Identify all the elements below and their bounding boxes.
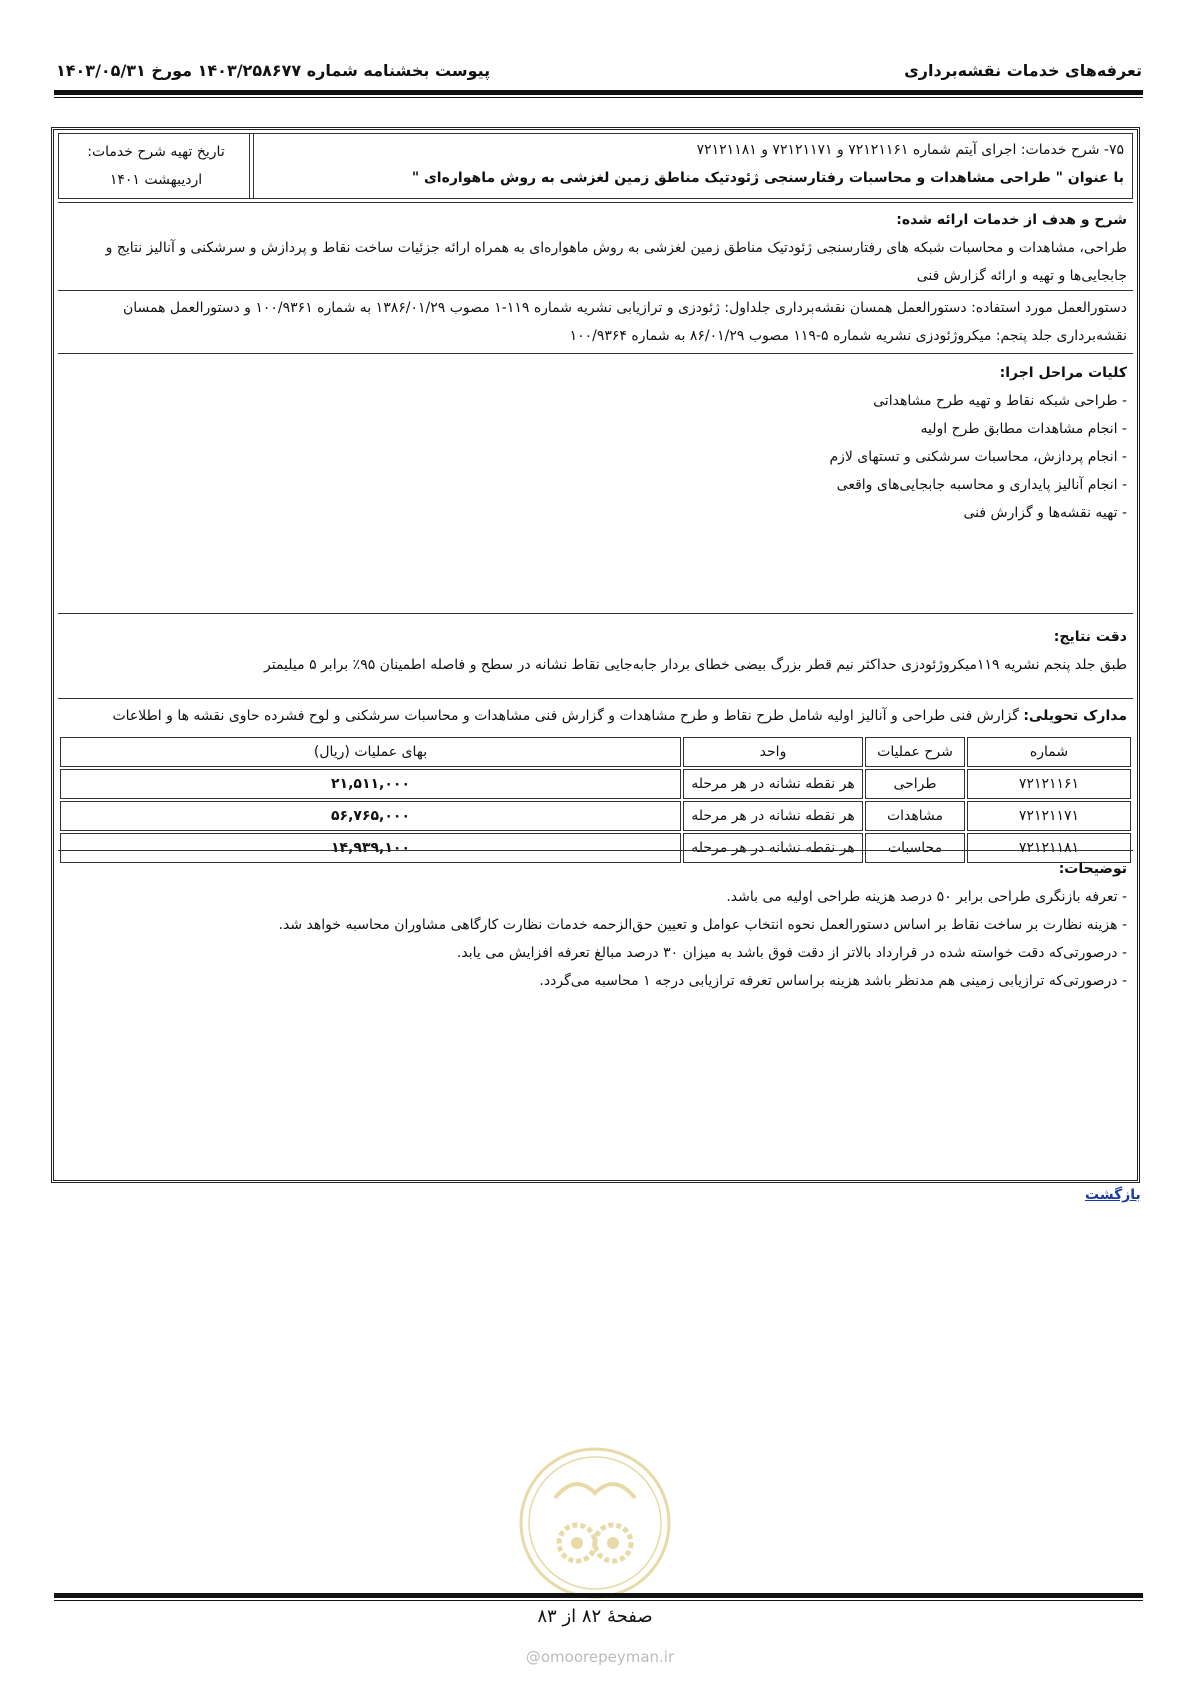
service-date-value: اردیبهشت ۱۴۰۱ [109, 172, 203, 188]
stage-item: - طراحی شبکه نقاط و تهیه طرح مشاهداتی [873, 393, 1127, 409]
column-header: واحد [683, 737, 863, 767]
deliverables-section [58, 700, 1133, 734]
notes-section [58, 850, 1133, 1180]
item-unit: هر نقطه نشانه در هر مرحله [683, 833, 863, 863]
header-rule-thin [54, 97, 1143, 98]
note-item: - درصورتی‌که ترازیابی زمینی هم مدنظر باشد هزینه براساس تعرفه ترازیابی درجه ۱ محاسبه می‌گردد. [539, 973, 1127, 989]
notes-heading: توضیحات: [1058, 861, 1127, 877]
price-table [58, 735, 1133, 865]
table-row [60, 801, 1131, 831]
standard-line-2: نقشه‌برداری جلد پنجم: میکروژئودزی نشریه شماره ۵-۱۱۹ مصوب ۸۶/۰۱/۲۹ به شماره ۱۰۰/۹۳۶۴ [569, 328, 1127, 344]
description-line-1: طراحی، مشاهدات و محاسبات شبکه های رفتارسنجی ژئودتیک مناطق زمین لغزشی به روش ماهواره‌ای به همراه ارائه جزئیات ساخت نقاط و پردازش و سرشکنی و آنالیز نتایج و [105, 240, 1127, 256]
description-heading: شرح و هدف از خدمات ارائه شده: [896, 212, 1127, 228]
item-code: ۷۲۱۲۱۱۶۱ [967, 769, 1131, 799]
service-title-line: با عنوان " طراحی مشاهدات و محاسبات رفتارسنجی ژئودتیک مناطق زمین لغزشی به روش ماهواره‌ای " [411, 170, 1124, 186]
table-row [60, 769, 1131, 799]
service-frame [51, 127, 1140, 1183]
deliverables-text: گزارش فنی طراحی و آنالیز اولیه شامل طرح نقاط و طرح مشاهدات و گزارش فنی مشاهدات و محاسبات سرشکنی و لوح فشرده حاوی نقشه ها و اطلاعات [112, 708, 1024, 724]
service-items-line: ۷۵- شرح خدمات: اجرای آیتم شماره ۷۲۱۲۱۱۶۱ و ۷۲۱۲۱۱۷۱ و ۷۲۱۲۱۱۸۱ [696, 142, 1124, 158]
column-header: شرح عملیات [865, 737, 965, 767]
at-icon: @ [525, 1648, 541, 1666]
item-operation: محاسبات [865, 833, 965, 863]
accuracy-heading: دقت نتایج: [1053, 629, 1127, 645]
item-code: ۷۲۱۲۱۱۷۱ [967, 801, 1131, 831]
service-date-label: تاریخ تهیه شرح خدمات: [87, 144, 225, 160]
back-link[interactable]: بازگشت [1085, 1187, 1141, 1203]
standard-section [58, 292, 1133, 354]
page-number: صفحهٔ ۸۲ از ۸۳ [537, 1606, 653, 1627]
note-item: - تعرفه بازنگری طراحی برابر ۵۰ درصد هزینه طراحی اولیه می باشد. [726, 889, 1127, 905]
item-operation: مشاهدات [865, 801, 965, 831]
accuracy-section [58, 615, 1133, 699]
service-title-row [58, 133, 1133, 203]
item-price: ۵۶,۷۶۵,۰۰۰ [60, 801, 681, 831]
standard-line-1: دستورالعمل مورد استفاده: دستورالعمل همسان نقشه‌برداری جلداول: ژئودزی و ترازیابی نشریه شماره ۱۱۹-۱ مصوب ۱۳۸۶/۰۱/۲۹ به شماره ۱۰۰/۹۳۶۱ و دستورالعمل همسان [122, 300, 1127, 316]
stages-section [58, 355, 1133, 614]
service-date-box [58, 133, 254, 199]
site-watermark: @omoorepeyman.ir [525, 1648, 675, 1666]
item-price: ۱۴,۹۳۹,۱۰۰ [60, 833, 681, 863]
item-operation: طراحی [865, 769, 965, 799]
footer-rule-thick [54, 1593, 1143, 1598]
page-header [56, 54, 1142, 86]
footer-rule-thin [54, 1600, 1143, 1601]
stage-item: - انجام آنالیز پایداری و محاسبه جابجایی‌های واقعی [836, 477, 1127, 493]
table-header-row [60, 737, 1131, 767]
item-unit: هر نقطه نشانه در هر مرحله [683, 769, 863, 799]
seal-logo-icon [515, 1443, 675, 1603]
item-unit: هر نقطه نشانه در هر مرحله [683, 801, 863, 831]
stages-heading: کلیات مراحل اجرا: [999, 365, 1127, 381]
deliverables-label: مدارک تحویلی: [1023, 708, 1127, 724]
stage-item: - انجام مشاهدات مطابق طرح اولیه [920, 421, 1127, 437]
note-item: - هزینه نظارت بر ساخت نقاط بر اساس دستورالعمل نحوه انتخاب عوامل و تعیین حق‌الزحمه خدمات نظارت کارگاهی مشاوران محاسبه خواهد شد. [278, 917, 1127, 933]
column-header: بهای عملیات (ریال) [60, 737, 681, 767]
header-title: تعرفه‌های خدمات نقشه‌برداری [904, 60, 1142, 80]
accuracy-text: طبق جلد پنجم نشریه ۱۱۹میکروژئودزی حداکثر نیم قطر بزرگ بیضی خطای بردار جابه‌جایی نقاط نشانه در سطح و فاصله اطمینان ۹۵٪ برابر ۵ میلیمتر [264, 657, 1127, 673]
service-title-box [249, 133, 1133, 199]
column-header: شماره [967, 737, 1131, 767]
note-item: - درصورتی‌که دقت خواسته شده در قرارداد بالاتر از دقت فوق باشد به میزان ۳۰ درصد مبالغ تعرفه افزایش می یابد. [456, 945, 1127, 961]
item-code: ۷۲۱۲۱۱۸۱ [967, 833, 1131, 863]
header-circular: پیوست بخشنامه شماره ۱۴۰۳/۲۵۸۶۷۷ مورخ ۱۴۰۳/۰۵/۳۱ [56, 60, 491, 80]
description-line-2: جابجایی‌ها و تهیه و ارائه گزارش فنی [916, 268, 1127, 284]
stage-item: - انجام پردازش، محاسبات سرشکنی و تستهای لازم [829, 449, 1127, 465]
item-price: ۲۱,۵۱۱,۰۰۰ [60, 769, 681, 799]
stage-item: - تهیه نقشه‌ها و گزارش فنی [963, 505, 1127, 521]
header-rule-thick [54, 90, 1143, 95]
description-section [58, 204, 1133, 291]
